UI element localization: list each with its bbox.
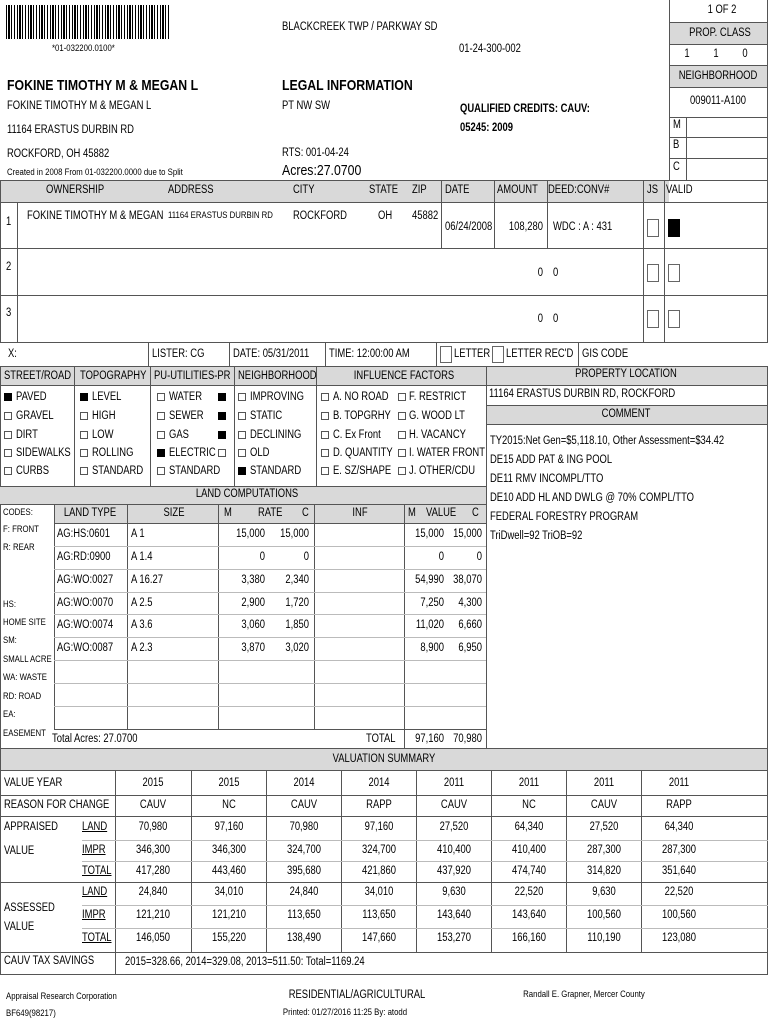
land-rate-m: 2,900 — [241, 597, 265, 609]
col-js: JS — [647, 184, 659, 196]
letter-recd-checkbox[interactable] — [492, 346, 504, 363]
label-gravel: GRAVEL — [16, 410, 54, 422]
cauv-label: CAUV TAX SAVINGS — [4, 955, 95, 967]
appraised-total-cell: 474,740 — [511, 865, 547, 877]
js-checkbox[interactable] — [647, 219, 659, 237]
value-year-cell: 2015 — [142, 777, 164, 789]
land-size: A 16.27 — [131, 574, 163, 586]
label-declining: DECLINING — [250, 429, 302, 441]
comment-line: FEDERAL FORESTRY PROGRAM — [490, 511, 639, 523]
checkbox-low[interactable] — [80, 431, 88, 439]
checkbox-restrict[interactable] — [398, 393, 406, 401]
appraised-value-label: VALUE — [4, 845, 35, 857]
value-year-cell: 2011 — [443, 777, 465, 789]
value-year-cell: 2011 — [668, 777, 690, 789]
assessed-total-cell: 138,490 — [286, 932, 322, 944]
label-water: WATER — [169, 391, 203, 403]
assessed-impr-cell: 121,210 — [135, 909, 171, 921]
appraised-label: APPRAISED — [4, 821, 58, 833]
footer-auditor: Randall E. Grapner, Mercer County — [523, 989, 645, 1000]
value-year-cell: 2015 — [218, 777, 240, 789]
land-type: AG:WO:0074 — [57, 619, 114, 631]
valid-checkbox[interactable] — [668, 264, 680, 282]
assessed-impr-cell: 121,210 — [211, 909, 247, 921]
hdr-influence: INFLUENCE FACTORS — [353, 370, 455, 382]
appraised-total-cell: 314,820 — [586, 865, 622, 877]
checkbox-water-public[interactable] — [218, 393, 226, 401]
appraised-total-cell: 421,860 — [361, 865, 397, 877]
page-number: 1 OF 2 — [707, 4, 737, 16]
label-ex-front: C. Ex Front — [333, 429, 381, 441]
checkbox-curbs[interactable] — [4, 467, 12, 475]
assessed-total-label: TOTAL — [82, 932, 112, 944]
checkbox-vacancy[interactable] — [398, 431, 406, 439]
value-year-cell: 2014 — [368, 777, 390, 789]
legal-desc: PT NW SW — [282, 100, 331, 112]
acres: Acres:27.0700 — [282, 162, 362, 179]
owner-row-num: 3 — [6, 307, 12, 319]
hdr-value-m: M — [408, 507, 416, 519]
label-low: LOW — [92, 429, 114, 441]
comment-line: TriDwell=92 TriOB=92 — [490, 530, 583, 542]
code-line: RD: ROAD — [3, 691, 42, 702]
neighborhood-code: 009011-A100 — [690, 95, 746, 107]
owner-row-deed: WDC : A : 431 — [553, 221, 613, 233]
label-no-road: A. NO ROAD — [333, 391, 389, 403]
checkbox-gravel[interactable] — [4, 412, 12, 420]
code-line: HOME SITE — [3, 617, 46, 628]
b-label: B — [673, 139, 680, 151]
land-value-m: 54,990 — [415, 574, 444, 586]
label-improving: IMPROVING — [250, 391, 304, 403]
appraised-land-cell: 70,980 — [289, 821, 319, 833]
checkbox-gas[interactable] — [157, 431, 165, 439]
total-label: TOTAL — [366, 733, 396, 745]
appraised-impr-cell: 410,400 — [511, 844, 547, 856]
label-sz-shape: E. SZ/SHAPE — [333, 465, 392, 477]
appraised-land-cell: 64,340 — [514, 821, 544, 833]
assessed-land-cell: 34,010 — [364, 886, 394, 898]
label-electric: ELECTRIC — [169, 447, 216, 459]
checkbox-sewer-public[interactable] — [218, 412, 226, 420]
land-type: AG:WO:0070 — [57, 597, 114, 609]
land-type: AG:WO:0087 — [57, 642, 114, 654]
col-state: STATE — [369, 184, 398, 196]
assessed-total-cell: 153,270 — [436, 932, 472, 944]
checkbox-water-front[interactable] — [398, 449, 406, 457]
js-checkbox[interactable] — [647, 310, 659, 328]
checkbox-improving[interactable] — [238, 393, 246, 401]
land-value-m: 15,000 — [415, 528, 444, 540]
land-rate-m: 0 — [259, 551, 265, 563]
land-type: AG:HS:0601 — [57, 528, 110, 540]
owner-row-city: ROCKFORD — [293, 210, 347, 222]
label-vacancy: H. VACANCY — [409, 429, 466, 441]
code-line: EA: — [3, 709, 16, 720]
assessed-land-cell: 34,010 — [214, 886, 244, 898]
label-dirt: DIRT — [16, 429, 38, 441]
barcode-text: *01-032200.0100* — [52, 43, 115, 54]
reason-cell: RAPP — [666, 799, 692, 811]
assessed-land-cell: 9,630 — [442, 886, 466, 898]
owner-row-amount: 108,280 — [508, 221, 543, 233]
owner-street: 11164 ERASTUS DURBIN RD — [7, 124, 134, 136]
js-checkbox[interactable] — [647, 264, 659, 282]
land-rate-c: 15,000 — [280, 528, 309, 540]
property-location: 11164 ERASTUS DURBIN RD, ROCKFORD — [489, 388, 676, 400]
label-topgrhy: B. TOPGRHY — [333, 410, 391, 422]
land-value-c: 4,300 — [458, 597, 482, 609]
comment-line: DE10 ADD HL AND DWLG @ 70% COMPL/TTO — [490, 492, 695, 504]
label-water-front: I. WATER FRONT — [409, 447, 485, 459]
appraised-total-cell: 437,920 — [436, 865, 472, 877]
assessed-impr-cell: 143,640 — [511, 909, 547, 921]
hdr-rate: RATE — [258, 507, 283, 519]
total-value-c: 70,980 — [453, 733, 482, 745]
appraised-land-cell: 97,160 — [214, 821, 244, 833]
checkbox-wood-lt[interactable] — [398, 412, 406, 420]
assessed-impr-cell: 100,560 — [586, 909, 622, 921]
code-line: WA: WASTE — [3, 672, 47, 683]
checkbox-old[interactable] — [238, 449, 246, 457]
assessed-land-cell: 24,840 — [138, 886, 168, 898]
label-static: STATIC — [250, 410, 283, 422]
assessed-impr-cell: 143,640 — [436, 909, 472, 921]
appraised-impr-cell: 324,700 — [286, 844, 322, 856]
assessed-total-cell: 166,160 — [511, 932, 547, 944]
label-wood-lt: G. WOOD LT — [409, 410, 465, 422]
land-size: A 2.5 — [131, 597, 153, 609]
hdr-rate-c: C — [302, 507, 309, 519]
checkbox-quantity[interactable] — [321, 449, 329, 457]
assessed-land-cell: 24,840 — [289, 886, 319, 898]
appraised-land-cell: 97,160 — [364, 821, 394, 833]
code-line: CODES: — [3, 507, 33, 518]
land-value-m: 7,250 — [420, 597, 444, 609]
value-year-label: VALUE YEAR — [4, 777, 63, 789]
appraised-impr-cell: 346,300 — [135, 844, 171, 856]
land-rate-c: 3,020 — [285, 642, 309, 654]
checkbox-topo-standard[interactable] — [80, 467, 88, 475]
footer-type: RESIDENTIAL/AGRICULTURAL — [288, 989, 426, 1001]
checkbox-sz-shape[interactable] — [321, 467, 329, 475]
land-title: LAND COMPUTATIONS — [195, 488, 299, 500]
col-amount: AMOUNT — [497, 184, 538, 196]
checkbox-no-road[interactable] — [321, 393, 329, 401]
assessed-total-cell: 146,050 — [135, 932, 171, 944]
checkbox-util-standard[interactable] — [157, 467, 165, 475]
appraised-land-cell: 64,340 — [664, 821, 694, 833]
code-line: EASEMENT — [3, 728, 46, 739]
land-value-c: 6,660 — [458, 619, 482, 631]
checkbox-sidewalks[interactable] — [4, 449, 12, 457]
checkbox-paved[interactable] — [4, 393, 12, 401]
lister-date: DATE: 05/31/2011 — [233, 348, 310, 360]
checkbox-electric-public[interactable] — [218, 449, 226, 457]
comment-line: TY2015:Net Gen=$5,118.10, Other Assessment=$34.42 — [490, 435, 725, 447]
value-year-cell: 2011 — [518, 777, 540, 789]
checkbox-dirt[interactable] — [4, 431, 12, 439]
owner-row-name: FOKINE TIMOTHY M & MEGAN — [27, 210, 164, 222]
hdr-value: VALUE — [426, 507, 457, 519]
reason-cell: CAUV — [590, 799, 618, 811]
land-rate-m: 3,060 — [241, 619, 265, 631]
label-sidewalks: SIDEWALKS — [16, 447, 71, 459]
hdr-land-type: LAND TYPE — [63, 507, 117, 519]
col-date: DATE — [445, 184, 470, 196]
district: BLACKCREEK TWP / PARKWAY SD — [282, 21, 438, 33]
col-city: CITY — [293, 184, 315, 196]
checkbox-neigh-standard[interactable] — [238, 467, 246, 475]
valid-checkbox[interactable] — [668, 219, 680, 237]
appraised-total-cell: 351,640 — [661, 865, 697, 877]
hdr-neighborhood: NEIGHBORHOOD — [238, 370, 317, 382]
reason-label: REASON FOR CHANGE — [4, 799, 110, 811]
owner-row-num: 2 — [6, 261, 12, 273]
appraised-impr-cell: 287,300 — [661, 844, 697, 856]
land-rate-m: 3,380 — [241, 574, 265, 586]
assessed-land-cell: 22,520 — [664, 886, 694, 898]
code-line: R: REAR — [3, 542, 35, 553]
land-value-m: 0 — [438, 551, 444, 563]
reason-cell: RAPP — [366, 799, 392, 811]
owner-row-num: 1 — [6, 216, 12, 228]
rts: RTS: 001-04-24 — [282, 147, 349, 159]
appraised-total-cell: 395,680 — [286, 865, 322, 877]
assessed-impr-cell: 100,560 — [661, 909, 697, 921]
col-zip: ZIP — [412, 184, 427, 196]
label-rolling: ROLLING — [92, 447, 134, 459]
owner-row-zip: 45882 — [412, 210, 439, 222]
appraised-impr-cell: 346,300 — [211, 844, 247, 856]
hdr-inf: INF — [352, 507, 368, 519]
x-label: X: — [8, 348, 17, 360]
land-size: A 2.3 — [131, 642, 153, 654]
checkbox-ex-front[interactable] — [321, 431, 329, 439]
owner-row-date: 06/24/2008 — [445, 221, 493, 233]
checkbox-high[interactable] — [80, 412, 88, 420]
hdr-value-c: C — [472, 507, 479, 519]
footer-company: Appraisal Research Corporation — [6, 991, 117, 1002]
valid-checkbox[interactable] — [668, 310, 680, 328]
code-line: F: FRONT — [3, 524, 39, 535]
land-rate-c: 1,850 — [285, 619, 309, 631]
prop-class-1: 1 — [684, 48, 690, 60]
checkbox-rolling[interactable] — [80, 449, 88, 457]
land-type: AG:WO:0027 — [57, 574, 114, 586]
appraised-total-cell: 417,280 — [135, 865, 171, 877]
label-sewer: SEWER — [169, 410, 204, 422]
label-quantity: D. QUANTITY — [333, 447, 393, 459]
prop-class-label: PROP. CLASS — [689, 27, 751, 39]
land-rate-c: 2,340 — [285, 574, 309, 586]
created-note: Created in 2008 From 01-032200.0000 due to Split — [7, 167, 183, 178]
appraised-land-cell: 70,980 — [138, 821, 168, 833]
value-year-cell: 2014 — [293, 777, 315, 789]
col-valid: VALID — [666, 184, 693, 196]
code-line: SM: — [3, 635, 17, 646]
land-rate-m: 3,870 — [241, 642, 265, 654]
value-year-cell: 2011 — [593, 777, 615, 789]
code-line: SMALL ACRE — [3, 654, 52, 665]
label-level: LEVEL — [92, 391, 122, 403]
label-old: OLD — [250, 447, 270, 459]
owner-row-address: 11164 ERASTUS DURBIN RD — [168, 210, 273, 221]
barcode — [6, 5, 170, 39]
checkbox-water[interactable] — [157, 393, 165, 401]
assessed-impr-label: IMPR — [82, 909, 106, 921]
reason-cell: CAUV — [290, 799, 318, 811]
checkbox-level[interactable] — [80, 393, 88, 401]
land-rate-m: 15,000 — [236, 528, 265, 540]
lister-time: TIME: 12:00:00 AM — [329, 348, 410, 360]
col-deed: DEED:CONV# — [548, 184, 610, 196]
assessed-total-cell: 147,660 — [361, 932, 397, 944]
land-size: A 3.6 — [131, 619, 153, 631]
footer-form: BF649(98217) — [6, 1008, 56, 1019]
col-ownership: OWNERSHIP — [46, 184, 105, 196]
label-other-cdu: J. OTHER/CDU — [409, 465, 476, 477]
label-neigh-standard: STANDARD — [250, 465, 302, 477]
hdr-rate-m: M — [224, 507, 232, 519]
qualified-credits-2: 05245: 2009 — [460, 122, 513, 134]
appraised-impr-cell: 324,700 — [361, 844, 397, 856]
checkbox-declining[interactable] — [238, 431, 246, 439]
owner-row-amount: 0 — [537, 313, 543, 325]
owner-row-amount: 0 — [537, 267, 543, 279]
code-line: HS: — [3, 599, 16, 610]
reason-cell: CAUV — [139, 799, 167, 811]
assessed-land-cell: 22,520 — [514, 886, 544, 898]
prop-class-2: 1 — [713, 48, 719, 60]
total-value-m: 97,160 — [415, 733, 444, 745]
land-size: A 1.4 — [131, 551, 153, 563]
lister: LISTER: CG — [152, 348, 205, 360]
footer-printed: Printed: 01/27/2016 11:25 By: atodd — [282, 1007, 408, 1018]
checkbox-other-cdu[interactable] — [398, 467, 406, 475]
land-rate-c: 1,720 — [285, 597, 309, 609]
label-high: HIGH — [92, 410, 116, 422]
owner-row-state: OH — [378, 210, 393, 222]
checkbox-topgrhy[interactable] — [321, 412, 329, 420]
comment-line: DE11 RMV INCOMPL/TTO — [490, 473, 604, 485]
label-topo-standard: STANDARD — [92, 465, 144, 477]
hdr-street: STREET/ROAD — [4, 370, 72, 382]
land-value-c: 6,950 — [458, 642, 482, 654]
checkbox-gas-public[interactable] — [218, 431, 226, 439]
valuation-title: VALUATION SUMMARY — [332, 753, 436, 765]
assessed-impr-cell: 113,650 — [287, 909, 321, 921]
comment-label: COMMENT — [601, 408, 651, 420]
land-size: A 1 — [131, 528, 145, 540]
assessed-label: ASSESSED — [4, 902, 55, 914]
land-value-c: 15,000 — [453, 528, 482, 540]
land-value-m: 8,900 — [420, 642, 444, 654]
prop-class-3: 0 — [742, 48, 748, 60]
m-label: M — [673, 119, 681, 131]
label-curbs: CURBS — [16, 465, 50, 477]
c-label: C — [673, 161, 680, 173]
appraised-land-cell: 27,520 — [589, 821, 619, 833]
hdr-topography: TOPOGRAPHY — [80, 370, 147, 382]
appraised-total-label: TOTAL — [82, 865, 112, 877]
comment-line: DE15 ADD PAT & ING POOL — [490, 454, 613, 466]
reason-cell: NC — [222, 799, 236, 811]
appraised-impr-cell: 287,300 — [586, 844, 622, 856]
reason-cell: CAUV — [440, 799, 468, 811]
neighborhood-label: NEIGHBORHOOD — [678, 70, 758, 82]
qualified-credits: QUALIFIED CREDITS: CAUV: — [460, 103, 590, 115]
owner-row-deed: 0 — [553, 313, 559, 325]
land-type: AG:RD:0900 — [57, 551, 111, 563]
cauv-text: 2015=328.66, 2014=329.08, 2013=511.50: Total=1169.24 — [125, 956, 365, 968]
letter-label: LETTER — [454, 348, 491, 360]
land-value-c: 38,070 — [453, 574, 482, 586]
label-util-standard: STANDARD — [169, 465, 221, 477]
assessed-total-cell: 123,080 — [661, 932, 697, 944]
assessed-value-label: VALUE — [4, 921, 35, 933]
letter-recd-label: LETTER REC'D — [506, 348, 574, 360]
owner-city: ROCKFORD, OH 45882 — [7, 148, 110, 160]
owner-name-bold: FOKINE TIMOTHY M & MEGAN L — [7, 77, 199, 94]
total-acres: Total Acres: 27.0700 — [52, 733, 138, 745]
land-value-m: 11,020 — [415, 619, 444, 631]
parcel-number: 01-24-300-002 — [459, 43, 521, 55]
appraised-total-cell: 443,460 — [211, 865, 247, 877]
gis-code-label: GIS CODE — [582, 348, 629, 360]
hdr-size: SIZE — [163, 507, 185, 519]
assessed-impr-cell: 113,650 — [362, 909, 396, 921]
land-value-c: 0 — [476, 551, 482, 563]
label-gas: GAS — [169, 429, 189, 441]
label-paved: PAVED — [16, 391, 47, 403]
property-location-label: PROPERTY LOCATION — [575, 368, 677, 380]
legal-title: LEGAL INFORMATION — [282, 77, 413, 94]
appraised-impr-cell: 410,400 — [436, 844, 472, 856]
checkbox-static[interactable] — [238, 412, 246, 420]
assessed-total-cell: 110,190 — [587, 932, 621, 944]
checkbox-sewer[interactable] — [157, 412, 165, 420]
hdr-utilities: PU-UTILITIES-PR — [154, 370, 231, 382]
label-restrict: F. RESTRICT — [409, 391, 467, 403]
reason-cell: NC — [522, 799, 536, 811]
col-address: ADDRESS — [168, 184, 214, 196]
land-rate-c: 0 — [303, 551, 309, 563]
owner-line: FOKINE TIMOTHY M & MEGAN L — [7, 100, 152, 112]
appraised-land-label: LAND — [82, 821, 108, 833]
owner-row-deed: 0 — [553, 267, 559, 279]
letter-checkbox[interactable] — [440, 346, 452, 363]
assessed-total-cell: 155,220 — [211, 932, 247, 944]
appraised-land-cell: 27,520 — [439, 821, 469, 833]
appraised-impr-label: IMPR — [82, 844, 106, 856]
checkbox-electric[interactable] — [157, 449, 165, 457]
assessed-land-label: LAND — [82, 886, 108, 898]
assessed-land-cell: 9,630 — [592, 886, 616, 898]
